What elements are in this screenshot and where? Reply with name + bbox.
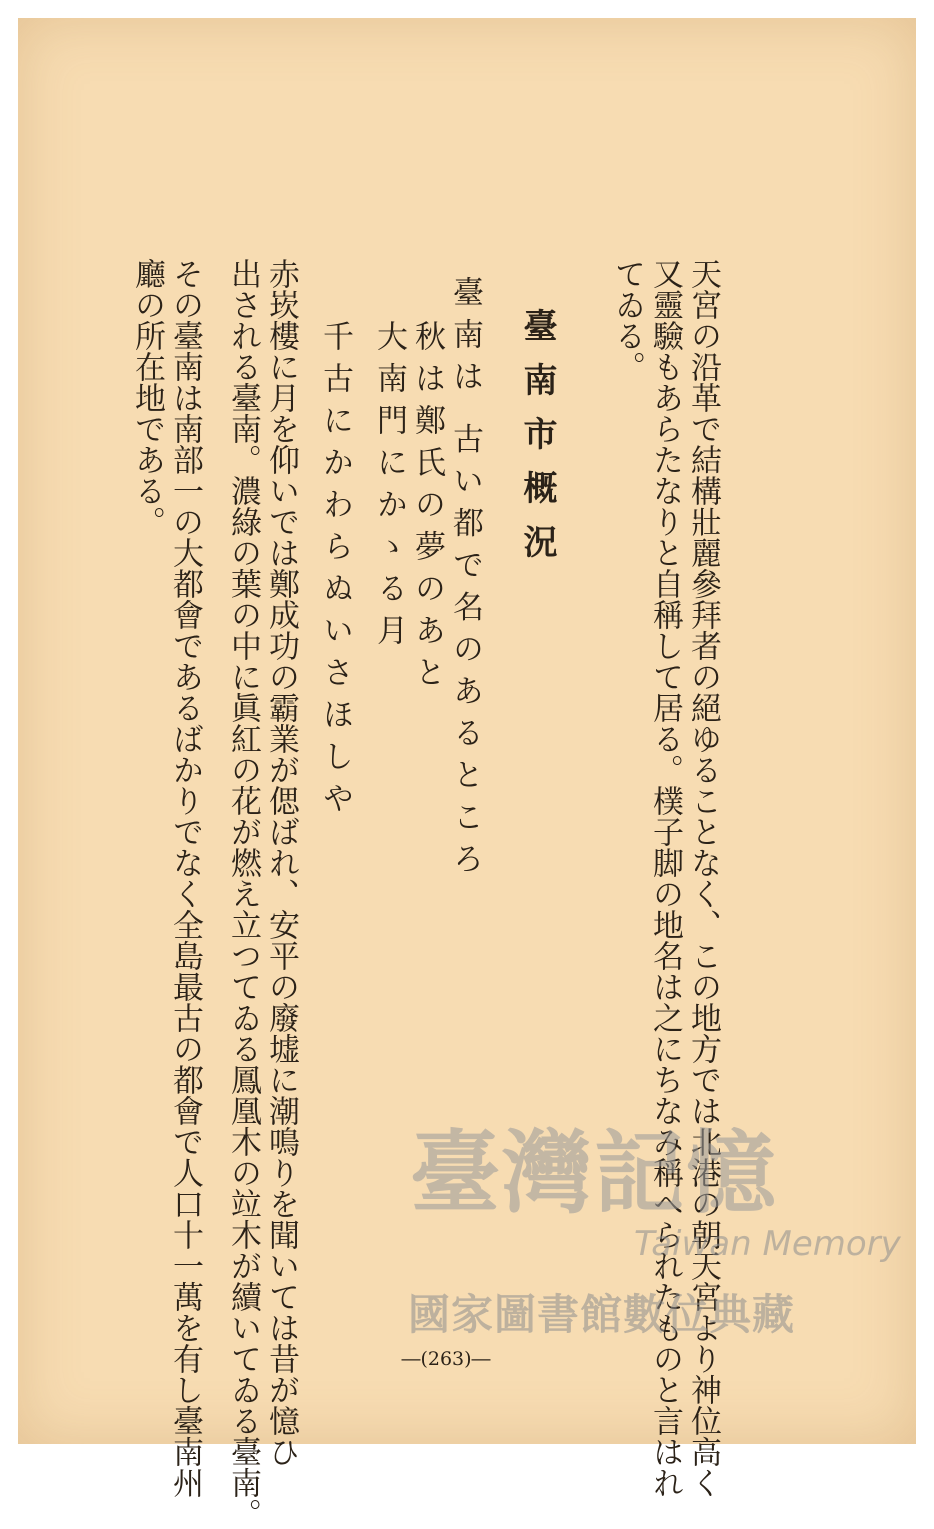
page-number: ―(263)― (401, 1348, 491, 1370)
watermark-org: 國家圖書館數位典藏 (408, 1290, 796, 1339)
text-column-2: 又靈驗もあらたなりと自稱して居る。樸子脚の地名は之にちなみ稱へられたものと言はれ (647, 258, 683, 1498)
poem-line-3: 大南門にかゝる月 (371, 320, 407, 656)
text-column-9: 赤崁樓に月を仰いでは鄭成功の霸業が偲ばれ、安平の廢墟に潮鳴りを聞いては昔が憶ひ (263, 258, 299, 1467)
text-column-12: 廳の所在地である。 (129, 258, 165, 537)
text-column-3: てゐる。 (609, 258, 645, 382)
text-column-11: その臺南は南部一の大都會であるばかりでなく全島最古の都會で人口十一萬を有し臺南州 (167, 258, 203, 1498)
poem-line-2: 秋は鄭氏の夢のあと (409, 320, 445, 698)
poem-line-4: 千古にかわらぬいさほしや (317, 320, 353, 824)
watermark-english: Taiwan Memory (634, 1224, 901, 1264)
text-column-10: 出される臺南。濃綠の葉の中に眞紅の花が燃え立つてゐる鳳凰木の竝木が續いてゐる臺南。 (225, 258, 261, 1529)
section-heading: 臺南市概況 (517, 308, 557, 578)
text-column-1: 天宮の沿革で結構壯麗參拜者の絕ゆることなく、この地方では北港の朝天宮より神位高く (685, 258, 721, 1498)
poem-line-1: 臺南は 古い都で名のあるところ (447, 276, 483, 885)
watermark-logo: 臺灣記憶 (410, 1120, 778, 1226)
